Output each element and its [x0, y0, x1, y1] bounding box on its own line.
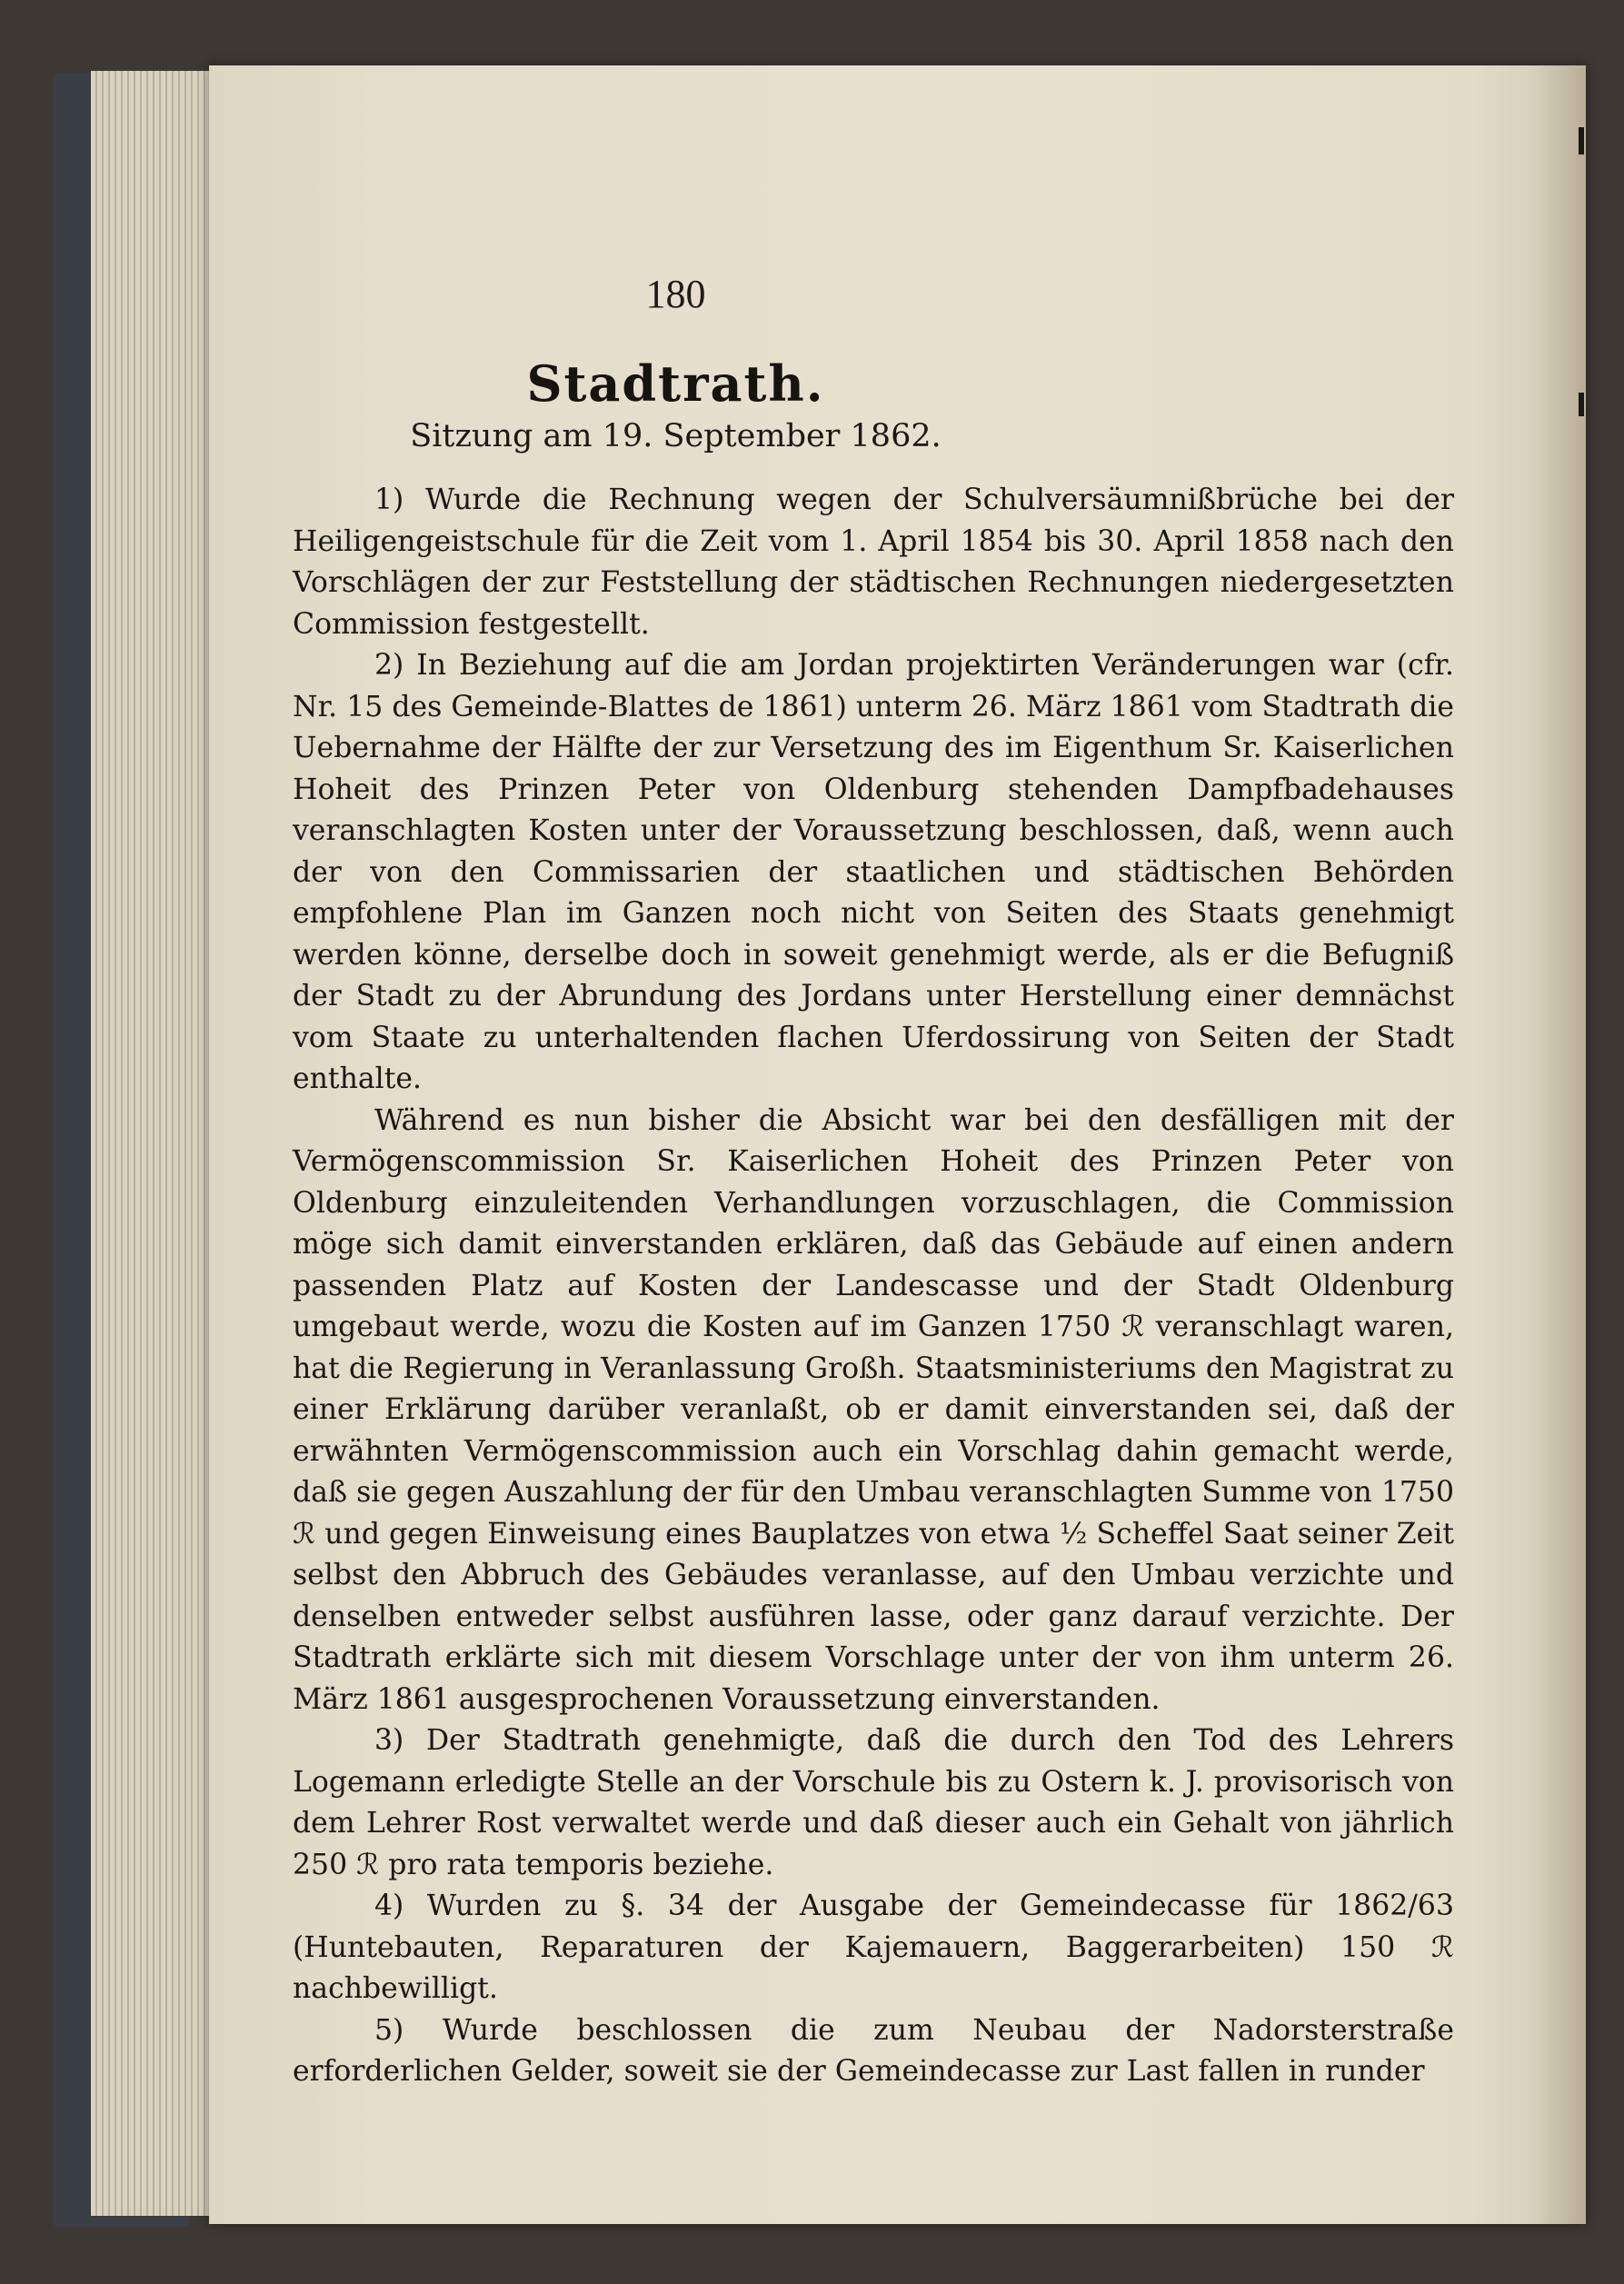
page-title: Stadtrath.	[526, 354, 825, 413]
body-text	[293, 480, 1454, 2093]
paragraph: 2) In Beziehung auf die am Jordan projektirten Veränderungen war (cfr. Nr. 15 des Gemeinde-Blattes de 1861) unterm 26. März 1861 vom Stadtrath die Uebernahme der Hälfte der zur Versetzung des im Eigenthum Sr. Kaiserlichen Hoheit des Prinzen Peter von Oldenburg stehenden Dampfbadehauses veranschlagten Kosten unter der Voraussetzung beschlossen, daß, wenn auch der von den Commissarien der staatlichen und städtischen Behörden empfohlene Plan im Ganzen noch nicht von Seiten des Staats genehmigt werden könne, derselbe doch in soweit genehmigt werde, als er die Befugniß der Stadt zu der Abrundung des Jordans unter Herstellung einer demnächst vom Staate zu unterhaltenden flachen Uferdossirung von Seiten der Stadt enthalte.	[293, 649, 1454, 1095]
paragraph: 5) Wurde beschlossen die zum Neubau der Nadorsterstraße erforderlichen Gelder, soweit sie der Gemeindecasse zur Last fallen in runder	[293, 2013, 1454, 2088]
paragraph: Während es nun bisher die Absicht war bei den desfälligen mit der Vermögenscommission Sr. Kaiserlichen Hoheit des Prinzen Peter von Oldenburg einzuleitenden Verhandlungen vorzuschlagen, die Commission möge sich damit einverstanden erklären, daß das Gebäude auf einen andern passenden Platz auf Kosten der Landescasse und der Stadt Oldenburg umgebaut werde, wozu die Kosten auf im Ganzen 1750 ℛ veranschlagt waren, hat die Regierung in Veranlassung Großh. Staatsministeriums den Magistrat zu einer Erklärung darüber veranlaßt, ob er damit einverstanden sei, daß der erwähnten Vermögenscommission auch ein Vorschlag dahin gemacht werde, daß sie gegen Auszahlung der für den Umbau veranschlagten Summe von 1750 ℛ und gegen Einweisung eines Bauplatzes von etwa ½ Scheffel Saat seiner Zeit selbst den Abbruch des Gebäudes veranlasse, auf den Umbau verzichte und denselben entweder selbst ausführen lasse, oder ganz darauf verzichte. Der Stadtrath erklärte sich mit diesem Vorschlage unter der von ihm unterm 26. März 1861 ausgesprochenen Voraussetzung einverstanden.	[293, 1103, 1454, 1716]
page-number: 180	[645, 272, 706, 316]
paragraph: 1) Wurde die Rechnung wegen der Schulversäumnißbrüche bei der Heiligengeistschule für die Zeit vom 1. April 1854 bis 30. April 1858 nach den Vorschlägen der zur Feststellung der städtischen Rechnungen niedergesetzten Commission festgestellt.	[293, 484, 1454, 641]
page-edge-mark	[1579, 127, 1584, 155]
page-gutter-shade	[1531, 65, 1586, 2224]
session-date: Sitzung am 19. September 1862.	[410, 418, 942, 454]
paragraph: 4) Wurden zu §. 34 der Ausgabe der Gemeindecasse für 1862/63 (Huntebauten, Reparaturen der Kajemauern, Baggerarbeiten) 150 ℛ nachbewilligt.	[293, 1890, 1454, 2005]
page-edge-mark	[1579, 393, 1584, 416]
paragraph: 3) Der Stadtrath genehmigte, daß die durch den Tod des Lehrers Logemann erledigte Stelle an der Vorschule bis zu Ostern k. J. provisorisch von dem Lehrer Rost verwaltet werde und daß dieser auch ein Gehalt von jährlich 250 ℛ pro rata temporis beziehe.	[293, 1724, 1454, 1881]
